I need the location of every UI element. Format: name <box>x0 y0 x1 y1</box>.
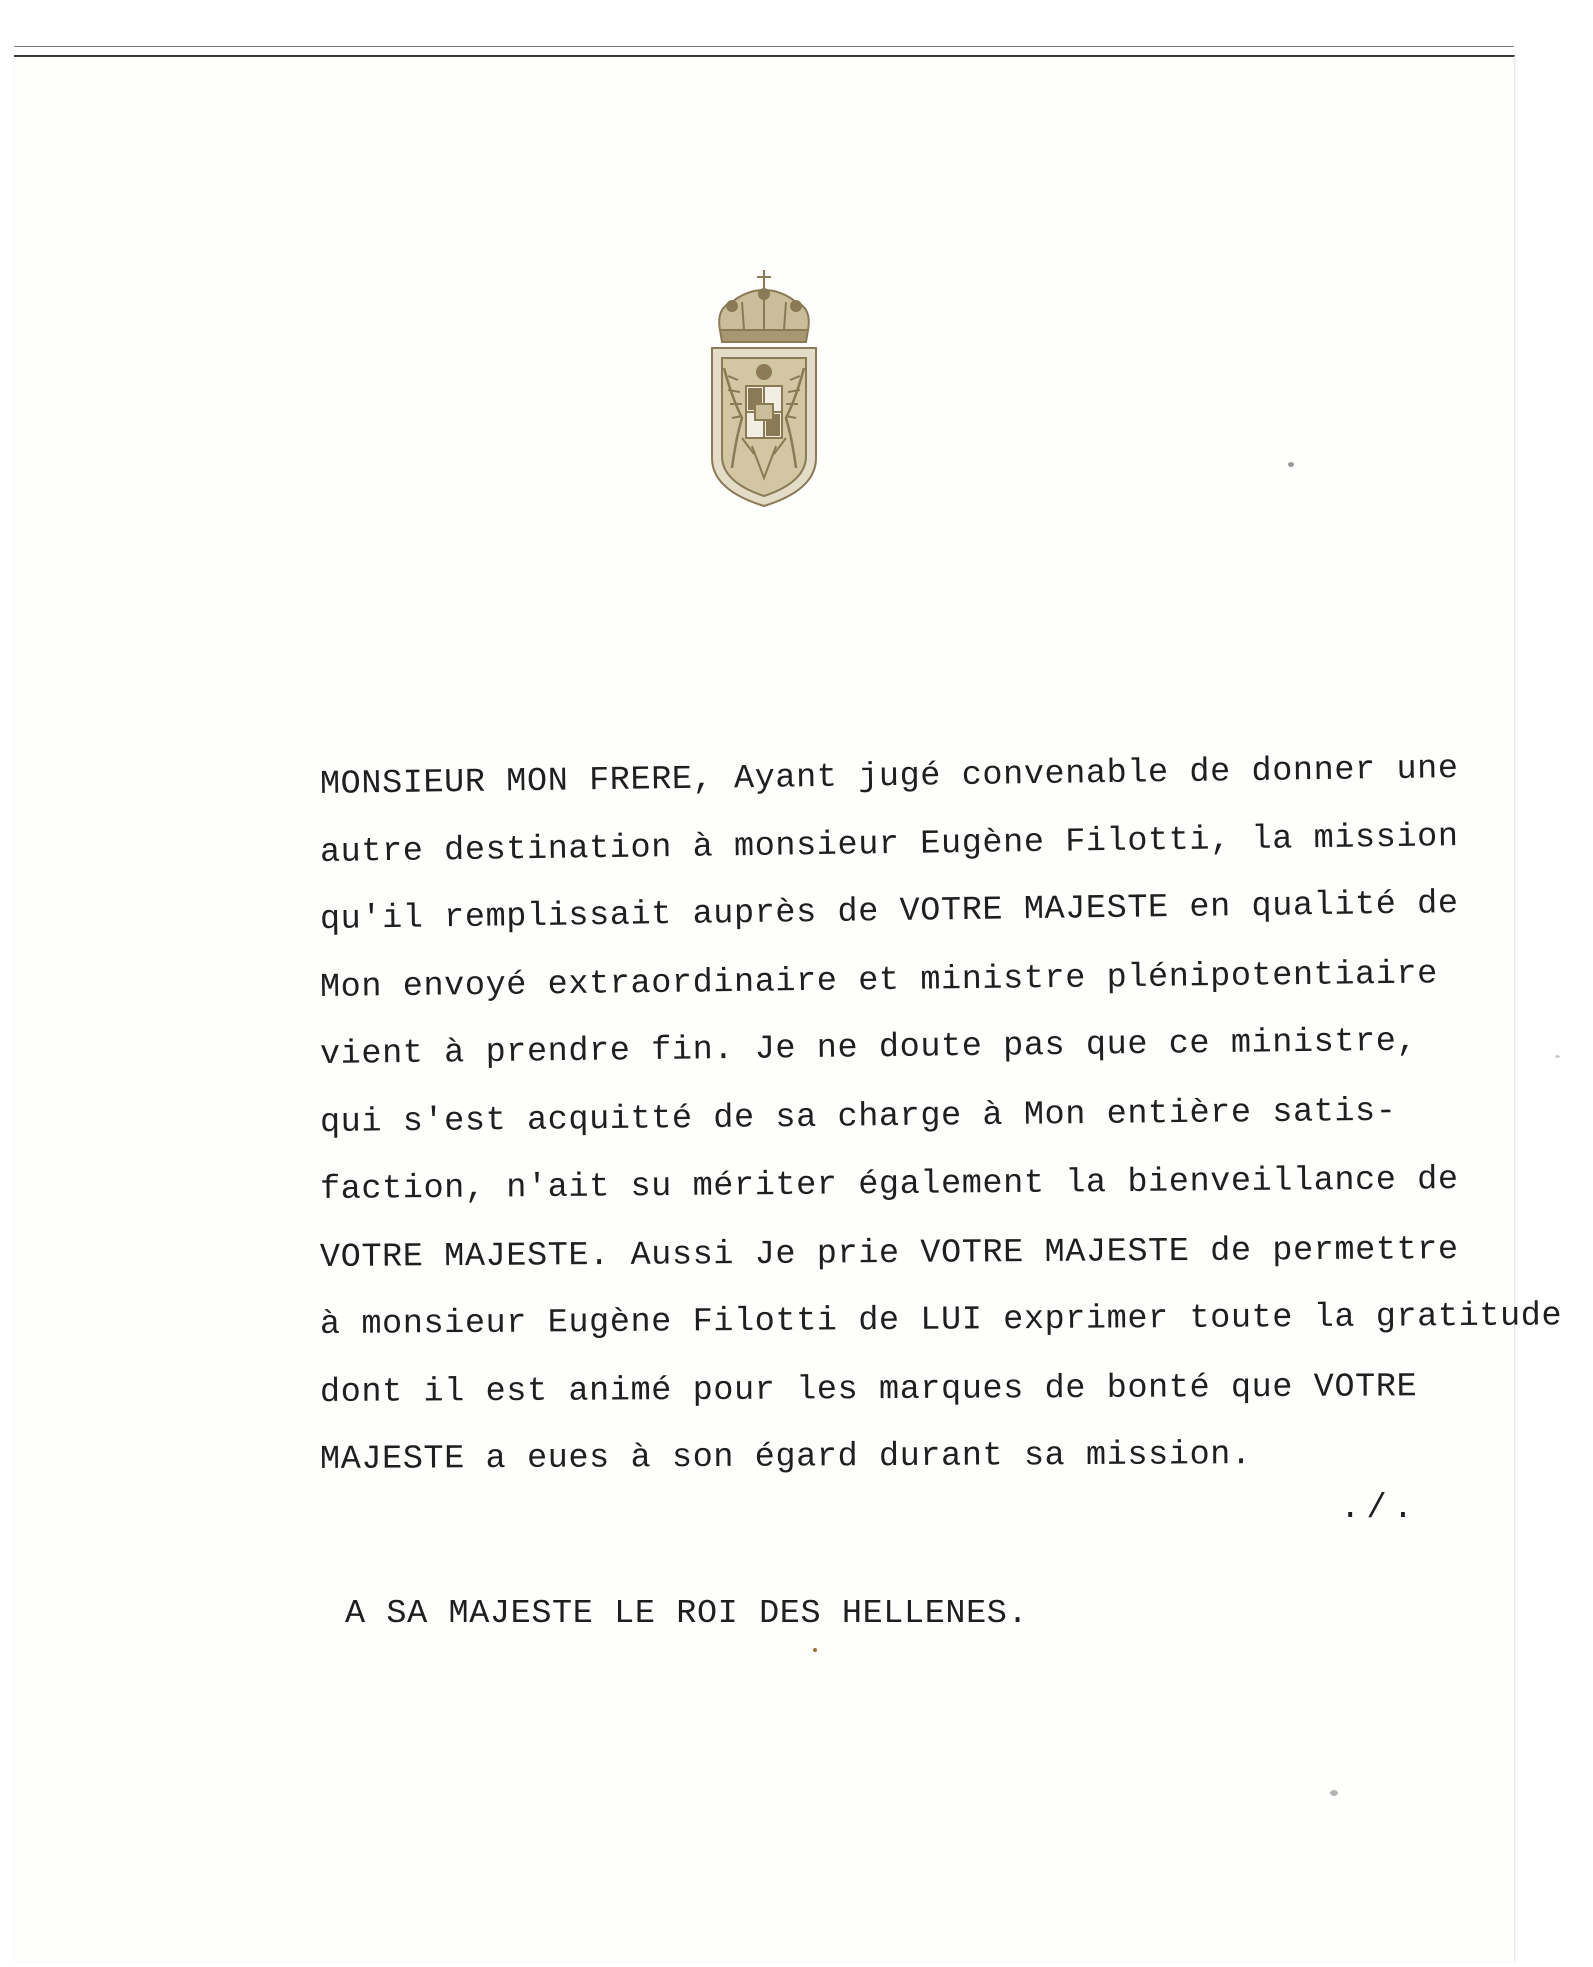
paper-speck <box>1330 1790 1338 1796</box>
letter-line: dont il est animé pour les marques de bonté que VOTRE <box>319 1367 1418 1412</box>
letter-line: VOTRE MAJESTE. Aussi Je prie VOTRE MAJESTE de permettre <box>319 1230 1459 1277</box>
letter-line: MONSIEUR MON FRERE, Ayant jugé convenable de donner une <box>319 750 1459 804</box>
addressee-line: A SA MAJESTE LE ROI DES HELLENES. <box>345 1595 1029 1633</box>
continuation-mark: ./. <box>1340 1490 1420 1528</box>
letter-line: faction, n'ait su mériter également la bienveillance de <box>319 1161 1459 1209</box>
letter-line: Mon envoyé extraordinaire et ministre plénipotentiaire <box>319 954 1439 1007</box>
royal-coat-of-arms-icon <box>702 268 826 508</box>
letter-line: qu'il remplissait auprès de VOTRE MAJESTE en qualité de <box>319 885 1459 939</box>
paper-speck <box>1555 1055 1560 1058</box>
letter-line: autre destination à monsieur Eugène Filotti, la mission <box>319 817 1459 872</box>
letter-line: à monsieur Eugène Filotti de LUI exprimer toute la gratitude <box>319 1297 1563 1344</box>
letter-line: MAJESTE a eues à son égard durant sa mission. <box>319 1436 1252 1479</box>
letter-line: vient à prendre fin. Je ne doute pas que ce ministre, <box>319 1022 1418 1074</box>
paper-speck <box>1288 462 1294 467</box>
letter-line: qui s'est acquitté de sa charge à Mon entière satis- <box>319 1092 1397 1142</box>
paper-speck <box>813 1648 817 1652</box>
letter-body <box>319 750 1563 1495</box>
paper-top-edge <box>14 46 1514 50</box>
